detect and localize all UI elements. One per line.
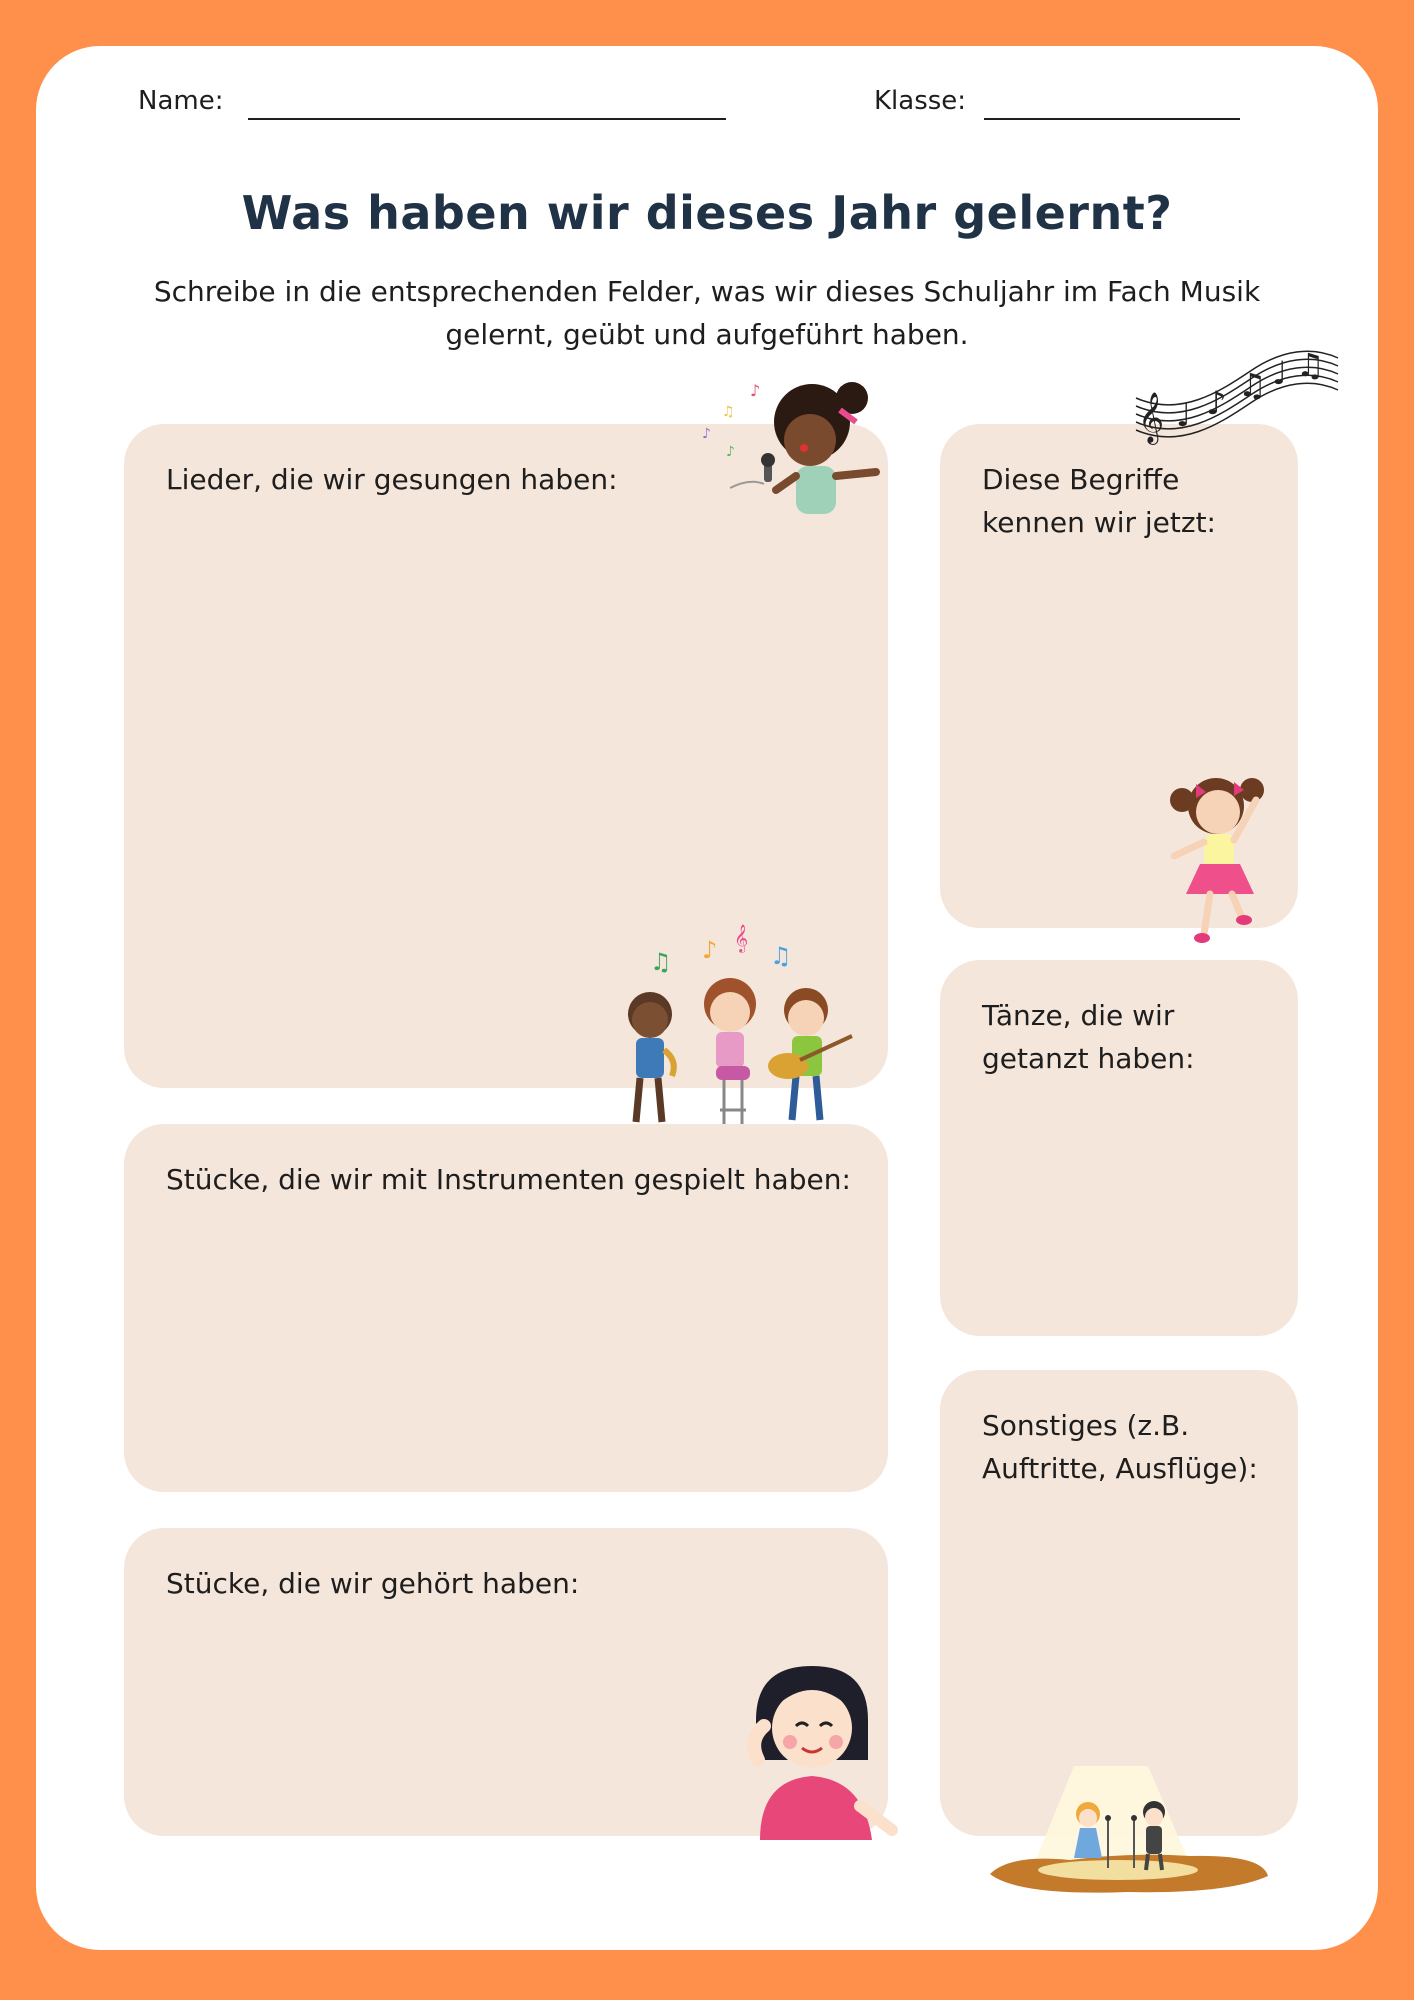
dancing-girl-illustration (1160, 760, 1280, 960)
listening-woman-illustration (740, 1660, 900, 1840)
svg-text:♩: ♩ (1176, 396, 1192, 434)
svg-text:♪: ♪ (726, 444, 735, 460)
instrument-pieces-box[interactable] (124, 1124, 888, 1492)
kids-band-illustration (610, 910, 880, 1130)
page-instructions: Schreibe in die entsprechenden Felder, was wir dieses Schuljahr im Fach Musik gelernt, geübt und aufgeführt haben. (153, 275, 1261, 351)
music-note-icon (702, 381, 760, 460)
svg-text:♫: ♫ (722, 404, 735, 420)
class-field-line[interactable] (984, 118, 1240, 120)
class-label: Klasse: (874, 86, 967, 116)
music-note-icon (650, 924, 792, 976)
listened-pieces-label: Stücke, die wir gehört haben: (166, 1567, 580, 1600)
songs-label: Lieder, die wir gesungen haben: (166, 463, 618, 496)
other-label: Sonstiges (z.B. Auftritte, Ausflüge): (982, 1409, 1258, 1485)
svg-text:♪: ♪ (702, 426, 711, 442)
svg-text:♫: ♫ (650, 948, 672, 976)
terms-label: Diese Begriffe kennen wir jetzt: (982, 463, 1216, 539)
svg-text:𝄞: 𝄞 (1138, 392, 1165, 443)
svg-text:♪: ♪ (702, 936, 718, 964)
page-title: Was haben wir dieses Jahr gelernt? (241, 186, 1173, 240)
dances-box[interactable] (940, 960, 1298, 1336)
instrument-pieces-label: Stücke, die wir mit Instrumenten gespielt haben: (166, 1163, 851, 1196)
dances-label: Tänze, die wir getanzt haben: (982, 999, 1195, 1075)
music-note-icon (1176, 346, 1325, 434)
name-field-line[interactable] (248, 118, 726, 120)
svg-text:♩: ♩ (1272, 354, 1288, 392)
stage-singers-illustration (984, 1762, 1274, 1902)
svg-text:♪: ♪ (750, 381, 761, 400)
svg-text:𝄞: 𝄞 (734, 924, 749, 952)
svg-text:♫: ♫ (1296, 346, 1325, 384)
singing-girl-illustration (700, 376, 890, 536)
music-staff-illustration (1132, 340, 1342, 450)
svg-text:♫: ♫ (770, 942, 792, 970)
name-label: Name: (138, 86, 224, 116)
svg-text:♫: ♫ (1238, 366, 1267, 404)
svg-text:♪: ♪ (1206, 384, 1227, 422)
